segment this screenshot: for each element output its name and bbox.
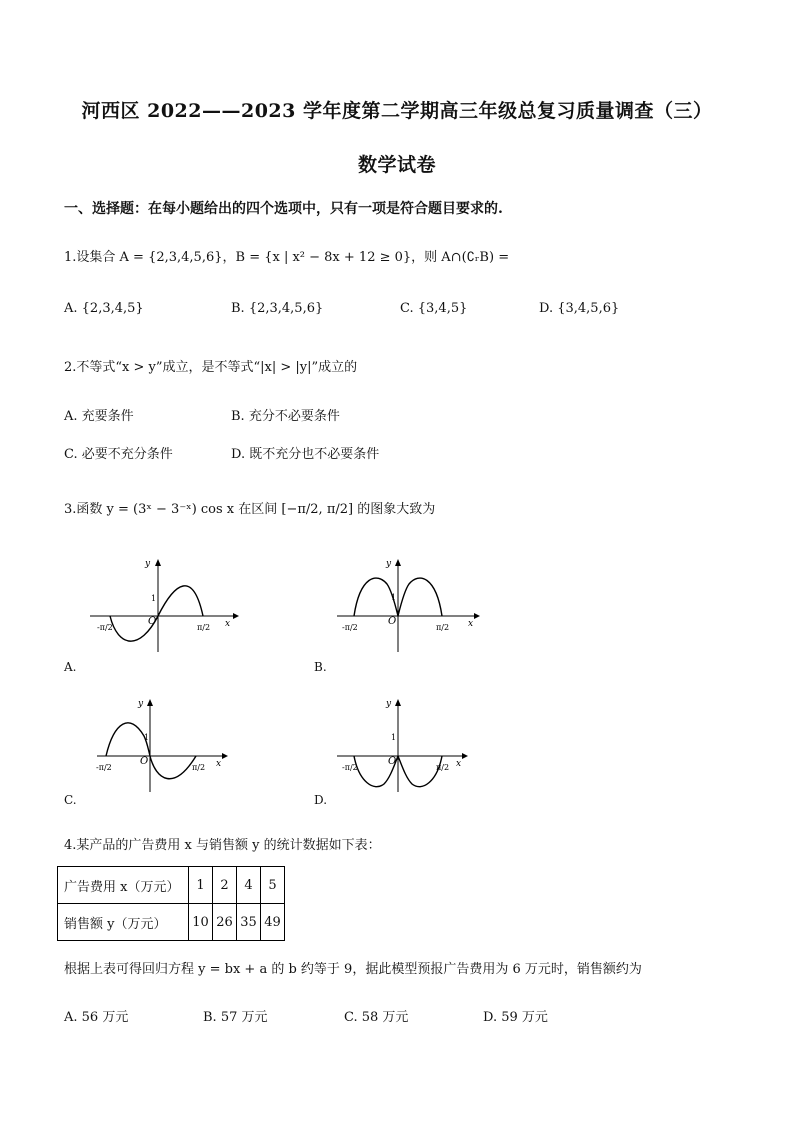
- q4-option-a: A. 56 万元: [64, 1010, 129, 1025]
- graph-c-y-label: y: [138, 699, 144, 709]
- question-4-text: 4.某产品的广告费用 x 与销售额 y 的统计数据如下表：: [64, 838, 381, 853]
- table-cell: 10: [189, 904, 213, 941]
- graph-d-x-label: x: [456, 759, 462, 769]
- graph-b-origin: O: [388, 616, 397, 627]
- question-4-follow-text: 根据上表可得回归方程 y = bx + a 的 b 约等于 9，据此模型预报广告费用为 6 万元时，销售额约为: [64, 962, 642, 977]
- exam-title: 河西区 2022——2023 学年度第二学期高三年级总复习质量调查（三）: [81, 100, 713, 122]
- q1-option-a: A. {2,3,4,5}: [64, 301, 144, 316]
- table-row-header: 销售额 y（万元）: [58, 904, 189, 941]
- q4-option-c: C. 58 万元: [344, 1010, 409, 1025]
- graph-a-label: A.: [64, 660, 77, 674]
- exam-subtitle: 数学试卷: [357, 154, 436, 176]
- graph-b-half-pi: π/2: [436, 623, 450, 632]
- data-table: [57, 866, 285, 941]
- graph-b-x-label: x: [468, 619, 474, 629]
- q2-option-d: D. 既不充分也不必要条件: [231, 447, 380, 462]
- graph-a-y-label: y: [145, 559, 151, 569]
- graph-c-neg-half-pi: -π/2: [96, 763, 112, 772]
- graph-d: [332, 696, 492, 796]
- q2-option-a: A. 充要条件: [64, 409, 134, 424]
- table-row-header: 广告费用 x（万元）: [58, 867, 189, 904]
- section-heading: 一、选择题：在每小题给出的四个选项中，只有一项是符合题目要求的.: [64, 201, 503, 217]
- question-3-text: 3.函数 y = (3ˣ − 3⁻ˣ) cos x 在区间 [−π/2, π/2] 的图象大致为: [64, 502, 436, 517]
- graph-b-one: 1: [391, 593, 397, 602]
- graph-a-origin: O: [148, 616, 157, 627]
- table-cell: 5: [261, 867, 285, 904]
- table-row: [58, 867, 285, 904]
- question-1-text: 1.设集合 A = {2,3,4,5,6}，B = {x | x² − 8x + 12 ≥ 0}，则 A∩(∁ᵣB) =: [64, 250, 510, 265]
- question-2-text: 2.不等式“x > y”成立，是不等式“|x| > |y|”成立的: [64, 360, 358, 375]
- q4-option-d: D. 59 万元: [483, 1010, 548, 1025]
- q1-option-c: C. {3,4,5}: [400, 301, 468, 316]
- graph-a-neg-half-pi: -π/2: [97, 623, 113, 632]
- q1-option-b: B. {2,3,4,5,6}: [231, 301, 324, 316]
- graph-d-label: D.: [314, 793, 328, 807]
- graph-b-label: B.: [314, 660, 327, 674]
- graph-b: [332, 556, 492, 656]
- graph-b-y-label: y: [386, 559, 392, 569]
- graph-a-one: 1: [151, 594, 157, 603]
- q4-option-b: B. 57 万元: [203, 1010, 268, 1025]
- table-cell: 1: [189, 867, 213, 904]
- graph-a-x-label: x: [225, 619, 231, 629]
- q2-option-b: B. 充分不必要条件: [231, 409, 340, 424]
- graph-c-x-label: x: [216, 759, 222, 769]
- graph-d-origin: O: [388, 756, 397, 767]
- graph-a-half-pi: π/2: [197, 623, 211, 632]
- table-cell: 35: [237, 904, 261, 941]
- graph-c-label: C.: [64, 793, 77, 807]
- graph-d-y-label: y: [386, 699, 392, 709]
- graph-d-neg-half-pi: -π/2: [342, 763, 358, 772]
- table-cell: 2: [213, 867, 237, 904]
- graph-b-neg-half-pi: -π/2: [342, 623, 358, 632]
- graph-d-one: 1: [391, 733, 397, 742]
- graph-a: [85, 556, 245, 656]
- q2-option-c: C. 必要不充分条件: [64, 447, 173, 462]
- graph-c-origin: O: [140, 756, 149, 767]
- table-cell: 49: [261, 904, 285, 941]
- table-row: [58, 904, 285, 941]
- graph-d-half-pi: π/2: [436, 763, 450, 772]
- graph-c: [92, 696, 252, 796]
- graph-c-one: 1: [144, 733, 150, 742]
- graph-c-half-pi: π/2: [192, 763, 206, 772]
- table-cell: 26: [213, 904, 237, 941]
- table-cell: 4: [237, 867, 261, 904]
- q1-option-d: D. {3,4,5,6}: [539, 301, 620, 316]
